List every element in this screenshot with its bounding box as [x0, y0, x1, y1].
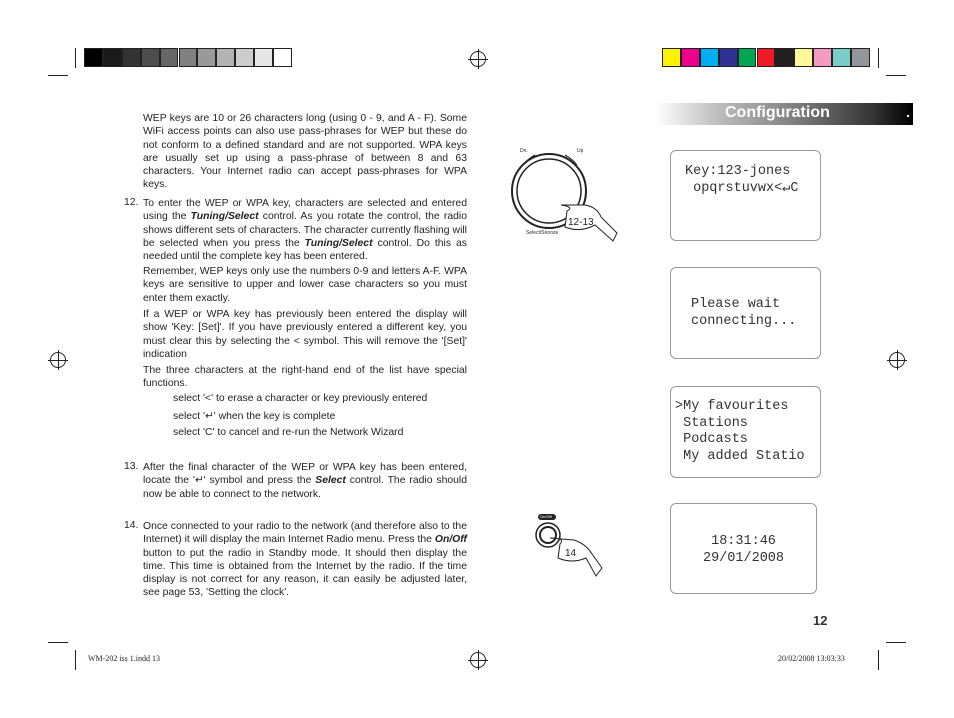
crop-mark: [48, 75, 68, 76]
lcd-line: 29/01/2008: [702, 550, 784, 566]
color-swatch: [141, 48, 160, 67]
crop-mark: [75, 48, 76, 68]
power-label: On/Off: [540, 514, 552, 519]
select-erase: select '<' to erase a character or key previously entered: [173, 393, 428, 404]
tuning-dial-illustration: [505, 145, 620, 245]
color-swatch: [254, 48, 273, 67]
text: After the final character of the WEP or WPA key has been entered, locate the '↵' symbol and press the: [143, 462, 467, 487]
registration-mark-icon: [889, 352, 905, 368]
text: control. As you rotate the control, the radio shows different sets of characters. The character currently flashing will be selected when you press the: [143, 211, 467, 249]
remember-paragraph: Remember, WEP keys only use the numbers 0-9 and letters A-F. WPA keys are sensitive to upper and lower case characters so you must enter them exactly.: [143, 266, 467, 304]
text: control. The radio should now be able to connect to the network.: [143, 475, 468, 500]
crop-mark: [886, 75, 906, 76]
step-number: 14.: [124, 520, 139, 531]
color-swatch: [273, 48, 292, 67]
color-swatch: [103, 48, 122, 67]
color-swatch: [179, 48, 198, 67]
color-swatch: [235, 48, 254, 67]
crop-mark: [878, 650, 879, 670]
page-number: 12: [813, 613, 828, 628]
text: button to put the radio in Standby mode. It should then display the time. This time is obtained from the Internet by the radio. If the time display is not correct for any reason, it can easily be adjusted later, see page 53, 'Setting the clock'.: [143, 547, 467, 599]
color-swatch: [662, 48, 681, 67]
step-14-text: [143, 520, 467, 600]
intro-paragraph: WEP keys are 10 or 26 characters long (using 0 - 9, and A - F). Some WiFi access points can also use pass-phrases for WEP but these do not conform to a defined standard and are not supported. WPA keys are usually set up using a pass-phrase of between 8 and 63 characters. Your Internet radio can accept pass-phrases for WPA keys.: [143, 113, 467, 191]
lcd-line: My added Statio: [675, 448, 805, 464]
step-number: 12.: [124, 197, 139, 208]
slug-file-info: WM-202 iss 1.indd 13: [88, 654, 160, 663]
color-swatch: [738, 48, 757, 67]
color-swatch: [84, 48, 103, 67]
select-cancel: select 'C' to cancel and re-run the Network Wizard: [173, 427, 404, 438]
color-swatch: [775, 48, 794, 67]
crop-mark: [75, 650, 76, 670]
color-swatch: [757, 48, 776, 67]
lcd-line: 18:31:46: [711, 534, 776, 549]
lcd-line: Podcasts: [675, 432, 748, 447]
lcd-line: Please wait: [691, 297, 781, 312]
step-13-text: [143, 461, 467, 501]
color-swatch: [832, 48, 851, 67]
lcd-line: Stations: [675, 415, 748, 431]
crop-mark: [48, 642, 68, 643]
color-swatch: [700, 48, 719, 67]
dial-down-label: Dn.: [520, 148, 528, 154]
special-chars-paragraph: The three characters at the right-hand end of the list have special functions.: [143, 365, 467, 390]
color-swatch: [719, 48, 738, 67]
color-swatch: [216, 48, 235, 67]
control-name: Select: [315, 475, 346, 487]
crop-mark: [886, 642, 906, 643]
text: Once connected to your radio to the network (and therefore also to the Internet) it will display the main Internet Radio menu. Press the: [143, 521, 467, 546]
lcd-line: opqrstuvwx<↵C: [685, 180, 799, 196]
previous-key-paragraph: If a WEP or WPA key has previously been entered the display will show 'Key: [Set]'. If you have previously entered a different key, you must clear this by selecting the < symbol. This will remove the '[Set]' indication: [143, 309, 467, 360]
lcd-line: connecting...: [691, 313, 797, 329]
lcd-key-entry: [670, 150, 821, 241]
slug-date: 20/02/2008 13:03:33: [778, 654, 845, 663]
select-enter: select '↵' when the key is complete: [173, 411, 336, 422]
lcd-connecting: [670, 267, 821, 359]
step-number: 13.: [124, 461, 139, 472]
text: control. Do this as needed until the complete key has been entered.: [143, 237, 467, 263]
control-name: Tuning/Select: [304, 237, 373, 249]
lcd-clock: [670, 503, 817, 594]
step-callout: 12-13: [568, 217, 594, 228]
color-swatch: [160, 48, 179, 67]
control-name: Tuning/Select: [190, 211, 259, 223]
registration-mark-icon: [470, 652, 486, 668]
step-12-text: [143, 197, 467, 263]
dial-hand-icon: [505, 145, 620, 245]
lcd-line: >My favourites: [675, 399, 789, 414]
dial-label: Select/Snooze: [526, 230, 559, 236]
lcd-main-menu: [670, 386, 821, 478]
power-hand-icon: [530, 512, 605, 582]
section-header: [656, 103, 913, 125]
section-title: Configuration: [725, 104, 830, 121]
step-callout: 14: [565, 548, 577, 559]
lcd-line: Key:123-jones: [685, 164, 791, 179]
dial-up-label: Up: [577, 148, 584, 154]
color-swatch: [851, 48, 870, 67]
color-swatch: [813, 48, 832, 67]
power-button-illustration: [530, 512, 605, 582]
color-swatch: [794, 48, 813, 67]
registration-mark-icon: [50, 352, 66, 368]
crop-mark: [878, 48, 879, 68]
header-dot: .: [906, 104, 910, 120]
text: To enter the WEP or WPA key, characters are selected and entered using the: [143, 198, 467, 223]
control-name: On/Off: [434, 534, 467, 546]
color-swatch: [681, 48, 700, 67]
color-swatch: [197, 48, 216, 67]
registration-mark-icon: [470, 51, 486, 67]
color-swatch: [122, 48, 141, 67]
